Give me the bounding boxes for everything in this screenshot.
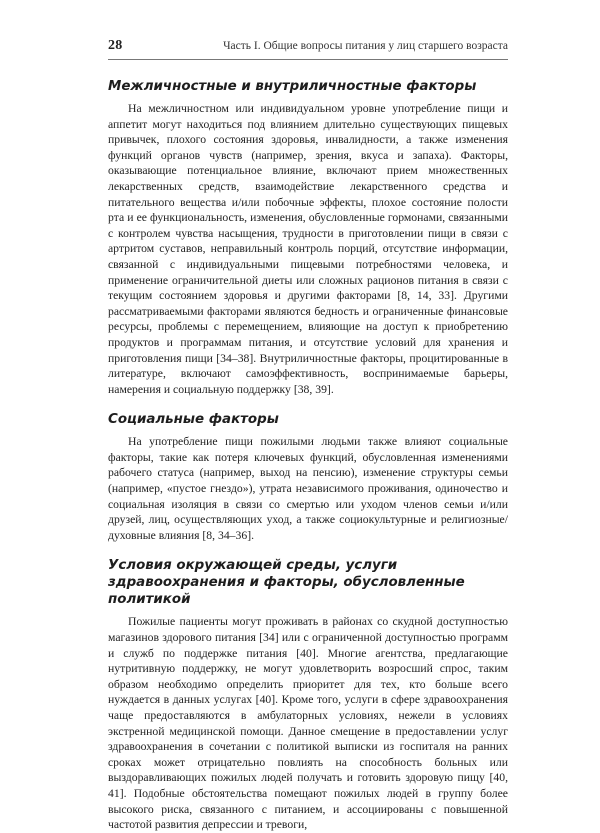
running-head [108, 38, 508, 60]
section-paragraph-environment-healthcare-policy: Пожилые пациенты могут проживать в районах со скудной доступностью магазинов здорового питания [34] или с ограниченной доступностью программ и служб по поддержке питания [40]. Многие агентства, предлагающие нутритивную поддержку, не могут удовлетворить возросший спрос, таким образом необходимо определить приоритет для тех, кто больше всего нуждается в данных услугах [40]. Кроме того, услуги в сфере здравоохранения чаще предоставляются в амбулаторных условиях, нежели в условиях экстренной медицинской помощи. Данное смещение в предоставлении услуг здравоохранения в сочетании с политикой выписки из госпиталя на ранних сроках может отрицательно повлиять на способность больных или выздоравливающих пожилых людей получать и готовить здоровую пищу [40, 41]. Подобные обстоятельства помещают пожилых людей в группу более высокого риска, связанного с питанием, и ассоциированы с повышенной частотой развития депрессии и тревоги, [108, 615, 508, 832]
section-heading-environment-healthcare-policy: Условия окружающей среды, услуги здравоохранения и факторы, обусловленные политикой [108, 558, 465, 608]
running-title: Часть I. Общие вопросы питания у лиц старшего возраста [223, 40, 508, 52]
section-heading-interpersonal-factors: Межличностные и внутриличностные факторы [108, 79, 477, 94]
page-number: 28 [108, 38, 123, 53]
section-heading-social-factors: Социальные факторы [108, 412, 279, 428]
section-paragraph-social-factors: На употребление пищи пожилыми людьми также влияют социальные факторы, такие как потеря ключевых функций, обусловленная изменениями рабочего статуса (например, выход на пенсию), изменение структуры семьи (например, «пустое гнездо»), утрата независимого проживания, одиночество и социальная изоляция в связи со смертью или уходом членов семьи и/или друзей, лиц, осуществляющих уход, а также социокультурные и религиозные/духовные влияния [8, 34–36]. [108, 435, 508, 542]
section-paragraph-interpersonal-factors: На межличностном или индивидуальном уровне употребление пищи и аппетит могут находиться под влиянием длительно существующих пищевых привычек, плохого состояния здоровья, инвалидности, а также изменения функций органов чувств (например, зрения, вкуса и запаха). Факторы, оказывающие потенциальное влияние, включают прием множественных лекарственных средств, взаимодействие лекарственного средства и питательного вещества и/или побочные эффекты, плохое состояние полости рта и ее функциональность, изменения, обусловленные гормонами, связанными с контролем чувства насыщения, трудности в приготовлении пищи в связи с артритом суставов, неправильный контроль порций, отсутствие информации, связанной с индивидуальными пищевыми потребностями человека, и применение ограничительной диеты или сложных рационов питания в связи с текущим состоянием здоровья и другими факторами [8, 14, 33]. Другими рассматриваемыми факторами являются бедность и ограниченные финансовые ресурсы, проблемы с перемещением, влияющие на доступ к приобретению продуктов и программам питания, и отсутствие условий для хранения и приготовления пищи [34–38]. Внутриличностные факторы, процитированные в литературе, включают самоэффективность, воспринимаемые барьеры, намерения и социальную поддержку [38, 39]. [108, 102, 508, 396]
